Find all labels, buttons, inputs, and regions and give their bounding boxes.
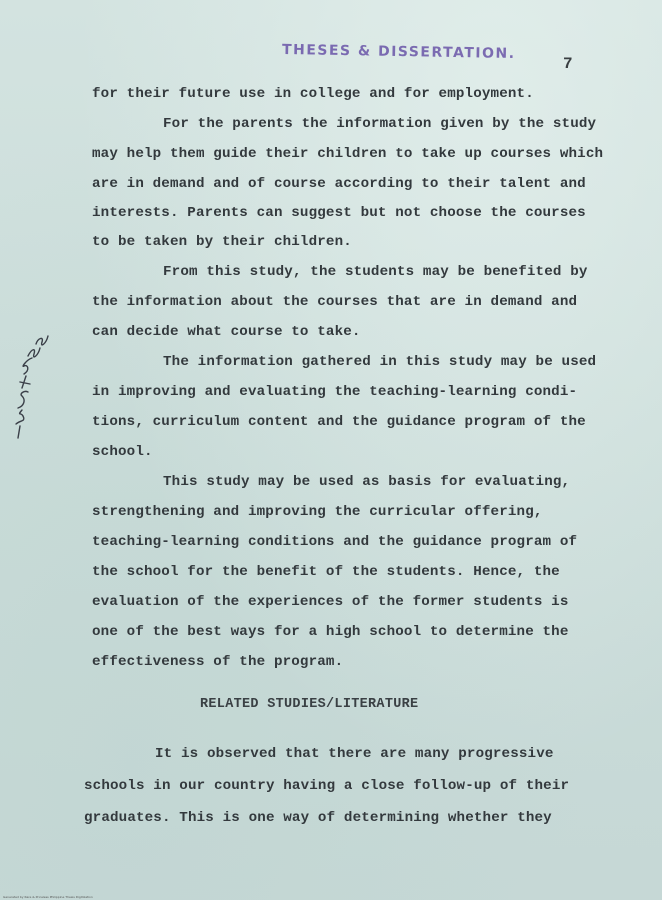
text-line: tions, curriculum content and the guidance program of the — [92, 414, 586, 430]
text-line: for their future use in college and for employment. — [92, 86, 534, 102]
archive-stamp: THESES & DISSERTATION. — [281, 41, 516, 63]
text-line: This study may be used as basis for evaluating, — [163, 474, 571, 490]
text-line: one of the best ways for a high school to determine the — [92, 624, 569, 640]
page-number: 7 — [563, 55, 573, 73]
text-line: to be taken by their children. — [92, 234, 352, 250]
text-line: in improving and evaluating the teaching-learning condi- — [92, 384, 578, 400]
text-line: For the parents the information given by the study — [163, 116, 597, 132]
text-line: are in demand and of course according to their talent and — [92, 176, 586, 192]
text-line: the information about the courses that are in demand and — [92, 294, 578, 310]
text-line: graduates. This is one way of determining whether they — [84, 810, 552, 826]
text-line: evaluation of the experiences of the former students is — [92, 594, 569, 610]
digitization-footer: Generated by Rare & Priceless Philippine Thesis Digitization — [3, 895, 93, 899]
section-heading: RELATED STUDIES/LITERATURE — [200, 697, 419, 712]
text-line: It is observed that there are many progressive — [155, 746, 554, 762]
text-line: school. — [92, 444, 153, 460]
text-line: teaching-learning conditions and the guidance program of — [92, 534, 578, 550]
text-line: interests. Parents can suggest but not choose the courses — [92, 205, 586, 221]
text-line: strengthening and improving the curricular offering, — [92, 504, 543, 520]
text-line: From this study, the students may be benefited by — [163, 264, 588, 280]
text-line: schools in our country having a close follow-up of their — [84, 778, 570, 794]
text-line: The information gathered in this study may be used — [163, 354, 597, 370]
text-line: may help them guide their children to take up courses which — [92, 146, 604, 162]
handwritten-margin-note — [4, 330, 64, 440]
text-line: effectiveness of the program. — [92, 654, 344, 670]
text-line: can decide what course to take. — [92, 324, 361, 340]
text-line: the school for the benefit of the students. Hence, the — [92, 564, 560, 580]
